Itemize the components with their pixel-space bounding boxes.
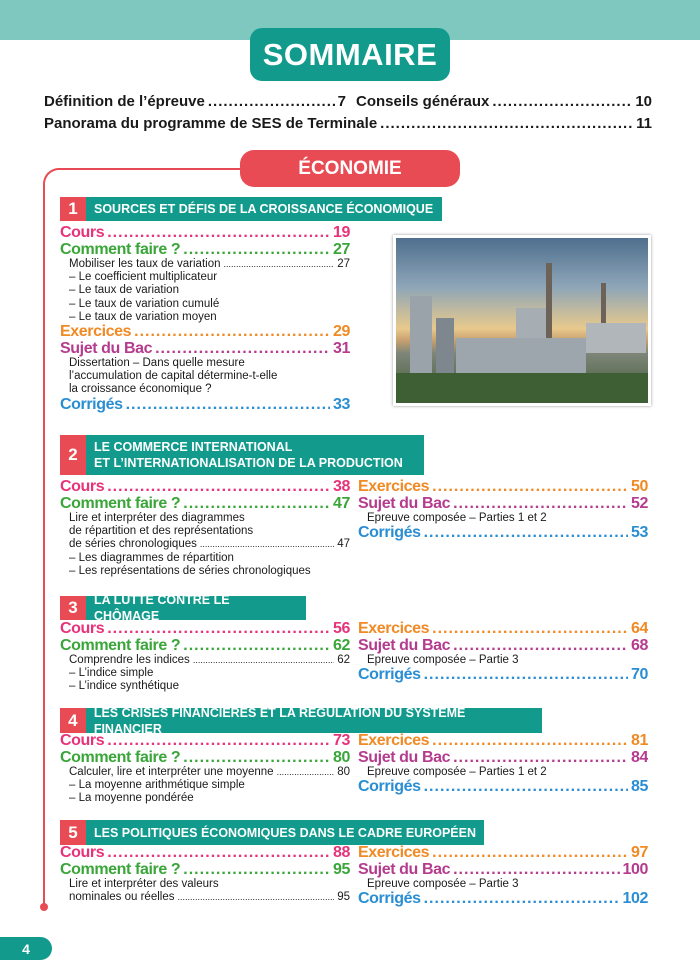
toc-entry-comment[interactable] <box>60 750 350 767</box>
toc-entry-sub <box>60 284 350 297</box>
entry-label: Épreuve composée – Partie 3 <box>367 654 519 666</box>
toc-entry-sub <box>60 552 350 565</box>
toc-entry-sub <box>358 766 648 779</box>
entry-page: 70 <box>631 667 648 684</box>
toc-entry-exercices[interactable] <box>358 733 648 750</box>
entry-label: Cours <box>60 845 105 861</box>
leader-dots <box>200 538 334 551</box>
leader-dots <box>453 862 619 879</box>
entry-label: Cours <box>60 733 105 749</box>
toc-entry-sub <box>60 357 350 370</box>
entry-page: 73 <box>333 733 350 749</box>
entry-label: – Le taux de variation cumulé <box>69 297 220 310</box>
entry-label: Cours <box>60 621 105 637</box>
chapter-number: 4 <box>60 708 86 733</box>
toc-entry-corriges[interactable] <box>358 667 648 684</box>
entry-label: Exercices <box>358 733 430 749</box>
toc-entry-cours[interactable] <box>60 225 350 242</box>
entry-label: Corrigés <box>358 667 421 684</box>
toc-entry-corriges[interactable] <box>358 779 648 796</box>
leader-dots <box>432 621 628 638</box>
leader-dots <box>107 225 330 242</box>
toc-column-left <box>60 479 350 578</box>
entry-label: Comment faire ? <box>60 637 181 654</box>
entry-page: 47 <box>333 495 350 512</box>
entry-label: Comment faire ? <box>60 861 181 878</box>
entry-page: 88 <box>333 845 350 861</box>
chapter-title-line: LES CRISES FINANCIÈRES ET LA RÉGULATION DU SYSTÈME FINANCIER <box>93 705 466 736</box>
entry-label: de séries chronologiques <box>69 538 197 551</box>
toc-entry-sujet[interactable] <box>358 638 648 655</box>
entry-label: – Les représentations de séries chronologiques <box>69 564 311 577</box>
leader-dots <box>432 733 628 750</box>
entry-label: Exercices <box>358 621 430 637</box>
toc-entry-comment[interactable] <box>60 862 350 879</box>
entry-page: 38 <box>333 479 350 495</box>
leader-dots <box>453 638 628 655</box>
leader-dots <box>193 654 334 667</box>
chapter-title-line: ET L’INTERNATIONALISATION DE LA PRODUCTION <box>94 456 403 470</box>
toc-intro-definition[interactable] <box>44 93 346 110</box>
chapter-title-line: SOURCES ET DÉFIS DE LA CROISSANCE ÉCONOMIQUE <box>94 202 434 216</box>
leader-dots <box>432 479 628 496</box>
chapter-number: 5 <box>60 820 86 845</box>
chapter-number: 1 <box>60 197 86 221</box>
toc-column-right <box>358 621 648 684</box>
toc-column-right <box>358 845 648 908</box>
entry-label: Comment faire ? <box>60 749 181 766</box>
entry-label: Épreuve composée – Partie 3 <box>367 878 519 890</box>
leader-dots <box>155 341 330 358</box>
chapter-header-3[interactable] <box>60 593 306 623</box>
toc-entry-sub[interactable] <box>60 891 350 904</box>
part-title-economie: ÉCONOMIE <box>240 150 460 187</box>
entry-label: nominales ou réelles <box>69 891 175 904</box>
page-number: 4 <box>0 937 52 960</box>
entry-label: Sujet du Bac <box>358 495 451 512</box>
entry-label: la croissance économique ? <box>69 383 212 396</box>
entry-page: 62 <box>333 637 350 654</box>
toc-entry-cours[interactable] <box>60 621 350 638</box>
leader-dots <box>453 750 628 767</box>
entry-label: Corrigés <box>358 779 421 796</box>
chapter-title-line: LA LUTTE CONTRE LE CHÔMAGE <box>93 593 230 623</box>
leader-dots <box>277 766 335 779</box>
toc-entry-sub[interactable] <box>60 654 350 667</box>
toc-column-left <box>60 621 350 694</box>
entry-label: Sujet du Bac <box>358 637 451 654</box>
entry-page: 56 <box>333 621 350 637</box>
entry-label: Mobiliser les taux de variation <box>69 258 221 270</box>
entry-label: Comment faire ? <box>60 241 181 258</box>
entry-page: 31 <box>333 340 350 357</box>
entry-page: 50 <box>631 479 648 495</box>
entry-page: 84 <box>631 749 648 766</box>
leader-dots <box>432 845 628 862</box>
toc-entry-sub <box>60 298 350 311</box>
toc-entry-sub <box>60 565 350 578</box>
entry-label: – Le coefficient multiplicateur <box>69 271 218 284</box>
toc-entry-comment[interactable] <box>60 638 350 655</box>
toc-entry-exercices[interactable] <box>358 845 648 862</box>
toc-entry-sub <box>358 654 648 667</box>
entry-page: 33 <box>333 396 350 413</box>
entry-label: Corrigés <box>60 396 123 413</box>
chapter-number: 3 <box>60 596 86 620</box>
toc-entry-cours[interactable] <box>60 733 350 750</box>
toc-entry-sub <box>60 525 350 538</box>
toc-entry-sub <box>60 878 350 891</box>
toc-entry-sub[interactable] <box>60 766 350 779</box>
leader-dots <box>380 115 633 132</box>
entry-page: 64 <box>631 621 648 637</box>
leader-dots <box>492 93 632 110</box>
entry-page: 19 <box>333 225 350 241</box>
entry-label: Conseils généraux <box>356 93 490 110</box>
leader-dots <box>424 779 628 796</box>
entry-page: 11 <box>636 115 652 132</box>
toc-entry-sub <box>60 667 350 680</box>
leader-dots <box>126 397 330 414</box>
chapter-header-4[interactable] <box>60 705 542 736</box>
chapter-header-5[interactable] <box>60 820 484 845</box>
entry-label: Lire et interpréter des valeurs <box>69 878 219 890</box>
chapter-title <box>86 435 411 475</box>
entry-page: 7 <box>337 93 346 110</box>
entry-label: Lire et interpréter des diagrammes <box>69 512 245 524</box>
leader-dots <box>183 496 330 513</box>
entry-page: 85 <box>631 779 648 796</box>
toc-entry-corriges[interactable] <box>358 525 648 542</box>
entry-label: Exercices <box>358 479 430 495</box>
entry-page: 52 <box>631 495 648 512</box>
leader-dots <box>424 891 620 908</box>
toc-entry-exercices[interactable] <box>358 621 648 638</box>
entry-page: 62 <box>337 654 350 666</box>
leader-dots <box>424 525 628 542</box>
leader-dots <box>134 324 330 341</box>
entry-label: Épreuve composée – Parties 1 et 2 <box>367 512 547 524</box>
entry-label: Sujet du Bac <box>358 749 451 766</box>
entry-label: Cours <box>60 479 105 495</box>
entry-label: Comment faire ? <box>60 495 181 512</box>
toc-entry-comment[interactable] <box>60 242 350 259</box>
entry-label: Sujet du Bac <box>358 861 451 878</box>
toc-column-left <box>60 845 350 904</box>
leader-dots <box>183 638 330 655</box>
leader-dots <box>107 479 330 496</box>
toc-entry-comment[interactable] <box>60 496 350 513</box>
entry-page: 53 <box>631 525 648 542</box>
toc-column-right <box>358 479 648 542</box>
leader-dots <box>177 891 334 904</box>
toc-entry-sujet[interactable] <box>60 341 350 358</box>
chapter-number: 2 <box>60 435 86 475</box>
entry-page: 95 <box>333 861 350 878</box>
toc-entry-sujet[interactable] <box>358 750 648 767</box>
chapter-title <box>86 593 306 623</box>
leader-dots <box>424 667 628 684</box>
toc-entry-sub[interactable] <box>60 538 350 551</box>
toc-entry-sub <box>60 680 350 693</box>
leader-dots <box>107 845 330 862</box>
leader-dots <box>183 862 330 879</box>
entry-page: 29 <box>333 324 350 341</box>
entry-label: – Le taux de variation <box>69 284 179 297</box>
entry-label: de répartition et des représentations <box>69 525 254 538</box>
leader-dots <box>224 258 335 271</box>
toc-entry-sub <box>60 792 350 805</box>
toc-entry-cours[interactable] <box>60 845 350 862</box>
entry-label: – La moyenne arithmétique simple <box>69 779 245 792</box>
toc-entry-sub <box>60 311 350 324</box>
toc-intro-conseils[interactable] <box>356 93 652 110</box>
leader-dots <box>453 496 628 513</box>
entry-label: Corrigés <box>358 525 421 542</box>
entry-page: 47 <box>337 538 350 551</box>
entry-page: 80 <box>333 749 350 766</box>
entry-label: Épreuve composée – Parties 1 et 2 <box>367 766 547 778</box>
toc-entry-corriges[interactable] <box>358 891 648 908</box>
entry-page: 68 <box>631 637 648 654</box>
leader-dots <box>107 733 330 750</box>
entry-label: Sujet du Bac <box>60 340 153 357</box>
leader-dots <box>183 750 330 767</box>
entry-label: Corrigés <box>358 891 421 908</box>
chapter-title <box>86 820 484 845</box>
entry-page: 27 <box>337 258 350 270</box>
entry-label: – L’indice simple <box>69 667 154 680</box>
entry-label: Calculer, lire et interpréter une moyenne <box>69 766 274 778</box>
toc-entry-sub <box>60 383 350 396</box>
chapter-title <box>86 705 542 736</box>
toc-column-right <box>358 733 648 796</box>
entry-label: Cours <box>60 225 105 241</box>
entry-label: Dissertation – Dans quelle mesure <box>69 357 245 370</box>
toc-entry-sujet[interactable] <box>358 496 648 513</box>
toc-entry-sub <box>60 512 350 525</box>
toc-entry-sub <box>60 271 350 284</box>
industrial-plant-photo <box>393 235 651 406</box>
entry-page: 97 <box>631 845 648 861</box>
timeline-end-dot <box>40 903 48 911</box>
entry-label: Définition de l’épreuve <box>44 93 205 110</box>
entry-page: 102 <box>622 891 648 908</box>
chapter-header-2[interactable] <box>60 435 424 475</box>
entry-page: 27 <box>333 241 350 258</box>
leader-dots <box>208 93 335 110</box>
entry-page: 80 <box>337 766 350 778</box>
entry-page: 95 <box>337 891 350 904</box>
page-title: SOMMAIRE <box>250 28 450 81</box>
toc-entry-sub <box>60 370 350 383</box>
chapter-title-line: LES POLITIQUES ÉCONOMIQUES DANS LE CADRE EUROPÉEN <box>94 825 476 840</box>
entry-label: – Le taux de variation moyen <box>69 310 217 323</box>
leader-dots <box>107 621 330 638</box>
entry-label: Comprendre les indices <box>69 654 190 666</box>
chapter-title <box>86 197 441 221</box>
toc-entry-sub <box>358 878 648 891</box>
toc-column-left <box>60 733 350 806</box>
entry-page: 10 <box>635 93 652 110</box>
chapter-title-line: LE COMMERCE INTERNATIONAL <box>94 440 293 454</box>
toc-entry-exercices[interactable] <box>358 479 648 496</box>
chapter-header-1[interactable] <box>60 197 442 221</box>
toc-entry-exercices[interactable] <box>60 324 350 341</box>
entry-label: Exercices <box>358 845 430 861</box>
entry-label: Exercices <box>60 324 132 341</box>
entry-label: – L’indice synthétique <box>69 680 179 693</box>
entry-page: 81 <box>631 733 648 749</box>
entry-label: Panorama du programme de SES de Terminale <box>44 115 378 132</box>
toc-entry-sub <box>60 779 350 792</box>
toc-column-left <box>60 225 350 413</box>
entry-page: 100 <box>622 861 648 878</box>
toc-intro-panorama[interactable] <box>44 115 652 132</box>
toc-entry-corriges[interactable] <box>60 397 350 414</box>
toc-entry-sujet[interactable] <box>358 862 648 879</box>
toc-entry-sub <box>358 512 648 525</box>
entry-label: – La moyenne pondérée <box>69 792 194 805</box>
toc-entry-cours[interactable] <box>60 479 350 496</box>
leader-dots <box>183 242 330 259</box>
entry-label: l’accumulation de capital détermine-t-elle <box>69 370 278 383</box>
toc-entry-sub[interactable] <box>60 258 350 271</box>
entry-label: – Les diagrammes de répartition <box>69 551 234 564</box>
